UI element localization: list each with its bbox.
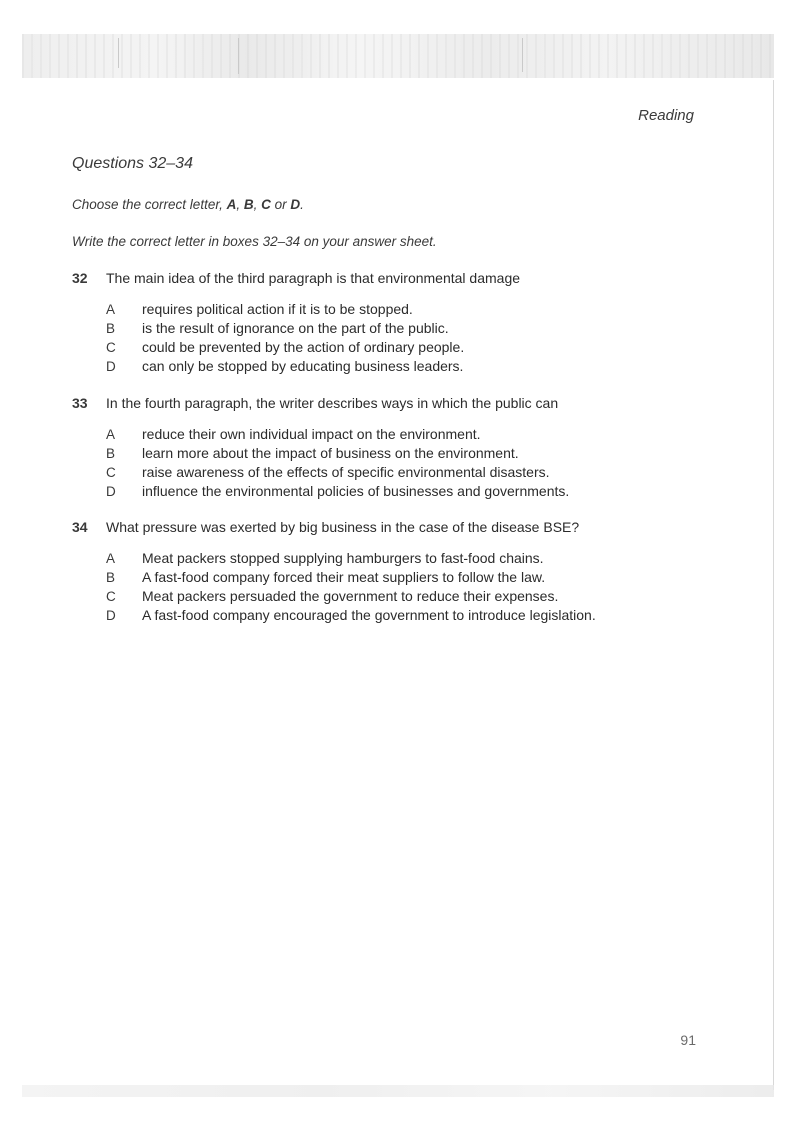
option-letter: B <box>106 446 116 461</box>
instruction-letter: C <box>261 197 271 212</box>
scan-artifact-line <box>522 38 523 72</box>
instruction-text: Choose the correct letter, <box>72 197 227 212</box>
option-a <box>106 550 712 569</box>
scan-artifact-line <box>238 38 239 74</box>
question-stem <box>72 519 712 537</box>
option-text: A fast-food company encouraged the government to introduce legislation. <box>142 607 596 623</box>
option-letter: A <box>106 551 116 566</box>
option-text: reduce their own individual impact on the environment. <box>142 426 481 442</box>
option-letter: C <box>106 589 116 604</box>
instruction-answer-sheet: Write the correct letter in boxes 32–34 on your answer sheet. <box>72 234 437 249</box>
question-stem <box>72 270 712 288</box>
question-number: 34 <box>72 519 88 535</box>
answer-options <box>106 550 712 626</box>
question-34 <box>72 519 712 626</box>
scan-artifact-bottom <box>22 1085 774 1097</box>
option-letter: D <box>106 484 116 499</box>
scan-artifact-line <box>118 38 119 68</box>
instruction-separator: , <box>253 197 262 212</box>
option-b <box>106 320 712 339</box>
question-text: In the fourth paragraph, the writer describes ways in which the public can <box>106 395 559 411</box>
instruction-letter: A <box>226 197 237 212</box>
option-d <box>106 483 712 502</box>
option-letter: B <box>106 321 116 336</box>
instruction-letter: D <box>290 197 301 212</box>
option-letter: A <box>106 302 116 317</box>
option-letter: C <box>106 340 116 355</box>
option-text: influence the environmental policies of businesses and governments. <box>142 483 570 499</box>
instruction-letter: B <box>243 197 254 212</box>
option-d <box>106 358 712 377</box>
page-number: 91 <box>680 1032 696 1048</box>
question-text: What pressure was exerted by big business in the case of the disease BSE? <box>106 519 580 535</box>
question-32 <box>72 270 712 377</box>
instruction-text: . <box>300 197 304 212</box>
option-a <box>106 426 712 445</box>
section-label: Reading <box>638 107 694 124</box>
option-b <box>106 569 712 588</box>
question-stem <box>72 395 712 413</box>
instruction-separator: or <box>270 197 291 212</box>
option-c <box>106 464 712 483</box>
option-letter: D <box>106 608 116 623</box>
scan-artifact-top <box>22 34 774 78</box>
option-letter: B <box>106 570 116 585</box>
question-number: 33 <box>72 395 88 411</box>
option-text: could be prevented by the action of ordinary people. <box>142 339 465 355</box>
option-a <box>106 301 712 320</box>
option-text: Meat packers persuaded the government to reduce their expenses. <box>142 588 559 604</box>
option-text: can only be stopped by educating business leaders. <box>142 358 464 374</box>
question-33 <box>72 395 712 502</box>
question-text: The main idea of the third paragraph is that environmental damage <box>106 270 521 286</box>
scan-artifact-edge <box>773 80 774 1090</box>
option-c <box>106 588 712 607</box>
option-text: A fast-food company forced their meat suppliers to follow the law. <box>142 569 546 585</box>
option-letter: C <box>106 465 116 480</box>
option-text: raise awareness of the effects of specific environmental disasters. <box>142 464 550 480</box>
option-c <box>106 339 712 358</box>
questions-heading: Questions 32–34 <box>72 155 193 172</box>
option-text: learn more about the impact of business on the environment. <box>142 445 519 461</box>
question-number: 32 <box>72 270 88 286</box>
option-text: Meat packers stopped supplying hamburgers to fast-food chains. <box>142 550 544 566</box>
option-letter: A <box>106 427 116 442</box>
answer-options <box>106 301 712 377</box>
option-letter: D <box>106 359 116 374</box>
option-d <box>106 607 712 626</box>
option-b <box>106 445 712 464</box>
option-text: is the result of ignorance on the part of the public. <box>142 320 449 336</box>
instruction-choose-letter <box>72 197 304 212</box>
option-text: requires political action if it is to be stopped. <box>142 301 413 317</box>
instruction-separator: , <box>236 197 244 212</box>
answer-options <box>106 426 712 502</box>
